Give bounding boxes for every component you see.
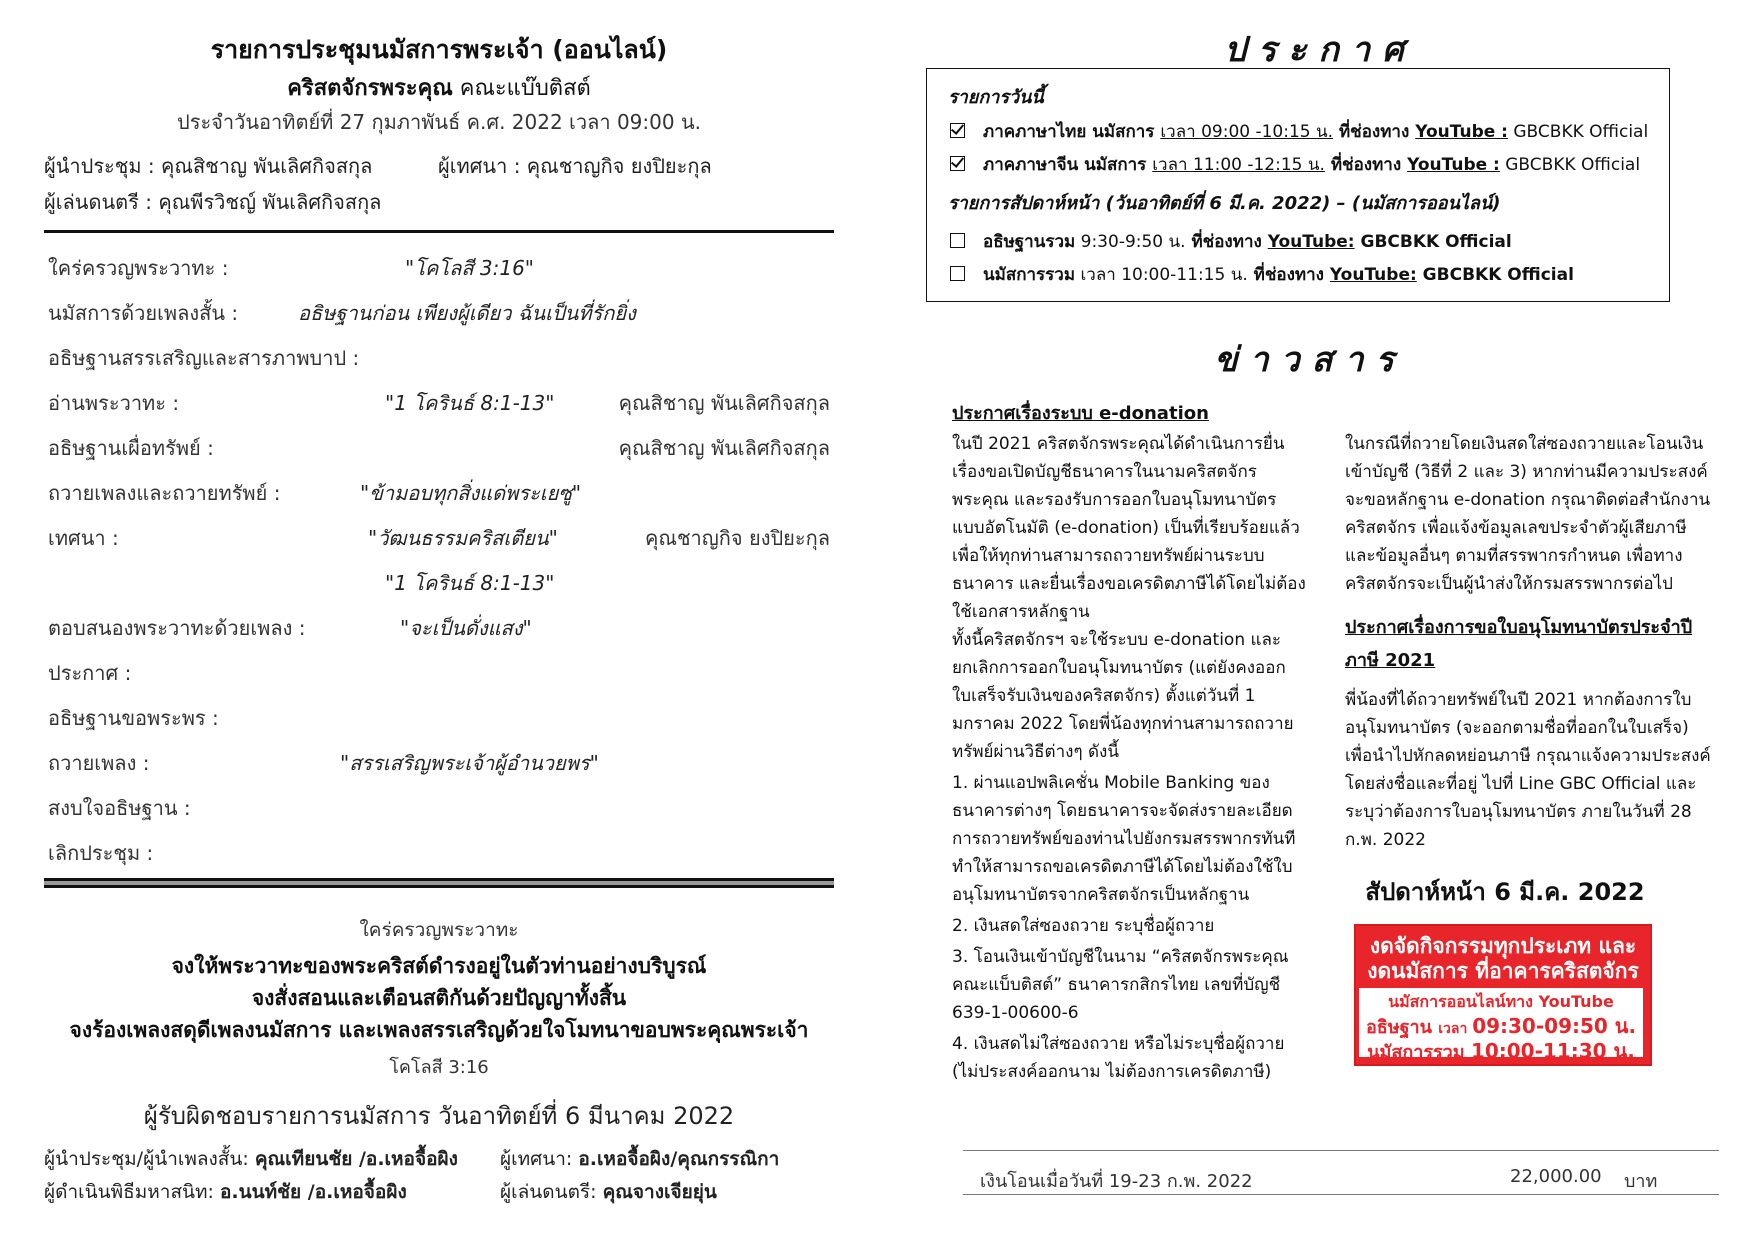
- item-channel: ที่ช่องทาง: [1185, 232, 1268, 252]
- today-label: รายการวันนี้: [948, 87, 1044, 108]
- next-week-heading: สัปดาห์หน้า 6 มี.ค. 2022: [1365, 878, 1645, 906]
- item-channel-name: GBCBKK Official: [1354, 232, 1512, 252]
- order-person: คุณสิชาญ พันเลิศกิจสกุล: [618, 391, 830, 415]
- banner-time-word: เวลา: [1438, 1021, 1473, 1037]
- banner-top-text: [1356, 926, 1650, 984]
- next-item-worship: [950, 261, 1574, 288]
- text-line: คริสตจักร เพื่อแจ้งข้อมูลเลขประจำตัวผู้เสียภาษี: [1345, 518, 1687, 538]
- text-line: 4. เงินสดไม่ใส่ซองถวาย หรือไม่ระบุชื่อผู้ถวาย: [952, 1034, 1285, 1054]
- next-item-prayer: [950, 228, 1512, 255]
- banner-worship-label: นมัสการรวม: [1367, 1042, 1471, 1063]
- transfer-label: เงินโอนเมื่อวันที่ 19-23 ก.พ. 2022: [980, 1171, 1253, 1192]
- item-time: เวลา 11:00 -12:15 น.: [1152, 155, 1325, 175]
- text-line: ทำให้สามารถขอเครดิตภาษีได้โดยไม่ต้องใช้ใบ: [952, 857, 1293, 877]
- banner-worship-line: [1359, 1040, 1643, 1064]
- text-line: เพื่อนำไปหักลดหย่อนภาษี กรุณาแจ้งความประสงค์: [1345, 746, 1711, 766]
- edonation-text-column: [952, 430, 1332, 1086]
- text-line: ใช้เอกสารหลักฐาน: [952, 602, 1090, 622]
- checkbox-unchecked-icon: [950, 266, 965, 281]
- duty-value: คุณเทียนชัย /อ.เหอจื้อผิง: [254, 1148, 458, 1170]
- receipt-heading-2: ภาษี 2021: [1345, 650, 1436, 671]
- order-person: คุณสิชาญ พันเลิศกิจสกุล: [618, 436, 830, 460]
- text-line: คณะแบ็บติสต์” ธนาคารกสิกรไทย เลขที่บัญชี: [952, 975, 1281, 995]
- duty-value: อ.นนท์ชัย /อ.เหอจื้อผิง: [220, 1181, 407, 1203]
- today-item-thai: [950, 118, 1648, 145]
- text-line: โดยส่งชื่อและที่อยู่ ไปที่ Line GBC Official และ: [1345, 774, 1697, 794]
- news-heading: ข่าวสาร: [1214, 340, 1406, 380]
- order-label: นมัสการด้วยเพลงสั้น :: [48, 301, 239, 325]
- verse-line-2: จงสั่งสอนและเตือนสติกันด้วยปัญญาทั้งสิ้น: [251, 986, 627, 1010]
- transfer-top-rule: [963, 1150, 1719, 1151]
- order-item: "โคโลสี 3:16": [405, 256, 534, 280]
- duty-value: อ.เหอจื้อผิง/คุณกรรณิกา: [578, 1148, 780, 1170]
- musician-line: ผู้เล่นดนตรี : คุณพีรวิชญ์ พันเลิศกิจสกุล: [44, 190, 382, 214]
- item-time: เวลา 10:00-11:15 น.: [1075, 265, 1248, 285]
- order-item: อธิษฐานก่อน เพียงผู้เดียว ฉันเป็นที่รักยิ่ง: [298, 301, 636, 325]
- text-line: มกราคม 2022 โดยพี่น้องทุกท่านสามารถถวาย: [952, 714, 1294, 734]
- verse-line-3: จงร้องเพลงสดุดีเพลงนมัสการ และเพลงสรรเสริญด้วยใจโมทนาขอบพระคุณพระเจ้า: [69, 1018, 809, 1042]
- leader-line: ผู้นำประชุม : คุณสิชาญ พันเลิศกิจสกุล: [44, 154, 373, 178]
- church-name-bold: คริสตจักรพระคุณ: [287, 76, 453, 101]
- duty-label: ผู้เทศนา:: [500, 1148, 579, 1170]
- receipt-heading-1: ประกาศเรื่องการขอใบอนุโมทนาบัตรประจำปี: [1345, 617, 1693, 638]
- youtube-link[interactable]: YouTube :: [1407, 155, 1500, 175]
- text-line: ก.พ. 2022: [1345, 830, 1426, 850]
- item-bold: นมัสการรวม: [983, 265, 1076, 285]
- order-label: ตอบสนองพระวาทะด้วยเพลง :: [48, 616, 306, 640]
- text-line: ระบุว่าต้องการใบอนุโมทนาบัตร ภายในวันที่ 28: [1345, 802, 1692, 822]
- order-label: ใคร่ครวญพระวาทะ :: [48, 256, 229, 280]
- order-label: ถวายเพลง :: [48, 751, 150, 775]
- item-channel-name: GBCBKK Official: [1499, 155, 1641, 175]
- reflection-heading: ใคร่ครวญพระวาทะ: [359, 919, 519, 941]
- order-label: ถวายเพลงและถวายทรัพย์ :: [48, 481, 281, 505]
- duty-musician: [500, 1177, 717, 1207]
- text-line: เพื่อให้ทุกท่านสามารถถวายทรัพย์ผ่านระบบ: [952, 546, 1265, 566]
- preacher-line: ผู้เทศนา : คุณชาญกิจ ยงปิยะกุล: [438, 154, 712, 178]
- verse-line-1: จงให้พระวาทะของพระคริสต์ดำรงอยู่ในตัวท่านอย่างบริบูรณ์: [171, 954, 707, 978]
- item-bold: อธิษฐานรวม: [983, 232, 1076, 252]
- text-line: จะขอหลักฐาน e-donation กรุณาติดต่อสำนักงาน: [1345, 490, 1711, 510]
- text-line: เรื่องขอเปิดบัญชีธนาคารในนามคริสตจักร: [952, 462, 1257, 482]
- text-line: 2. เงินสดใส่ซองถวาย ระบุชื่อผู้ถวาย: [952, 916, 1215, 936]
- church-name: [44, 70, 834, 105]
- order-person: คุณชาญกิจ ยงปิยะกุล: [645, 526, 830, 550]
- order-label: อธิษฐานขอพระพร :: [48, 706, 219, 730]
- transfer-unit: บาท: [1624, 1171, 1658, 1192]
- text-line: 1. ผ่านแอปพลิเคชั่น Mobile Banking ของ: [952, 773, 1270, 793]
- checkbox-checked-icon: [950, 156, 965, 171]
- item-bold: ภาคภาษาจีน นมัสการ: [983, 155, 1153, 175]
- text-line: อนุโมทนาบัตรจากคริสตจักรเป็นหลักฐาน: [952, 885, 1250, 905]
- text-line: 639-1-00600-6: [952, 1003, 1079, 1023]
- church-name-rest: คณะแบ๊บติสต์: [452, 76, 591, 101]
- duty-label: ผู้ดำเนินพิธีมหาสนิท:: [44, 1181, 221, 1203]
- order-label: เลิกประชุม :: [48, 841, 154, 865]
- order-label: ประกาศ :: [48, 661, 132, 685]
- duty-communion: [44, 1177, 407, 1207]
- divider-middle: [44, 878, 834, 888]
- duty-label: ผู้นำประชุม/ผู้นำเพลงสั้น:: [44, 1148, 255, 1170]
- text-line: คริสตจักรจะเป็นผู้นำส่งให้กรมสรรพากรต่อไป: [1345, 574, 1673, 594]
- announcements-heading: ประกาศ: [1224, 30, 1416, 70]
- youtube-link[interactable]: YouTube:: [1329, 265, 1417, 285]
- banner-prayer-time: 09:30-09:50 น.: [1472, 1014, 1637, 1038]
- text-line: แบบอัตโนมัติ (e-donation) เป็นที่เรียบร้อยแล้ว: [952, 518, 1300, 538]
- item-channel-name: GBCBKK Official: [1507, 122, 1649, 142]
- order-item: "วัฒนธรรมคริสเตียน": [368, 526, 558, 550]
- order-label: อธิษฐานสรรเสริญและสารภาพบาป :: [48, 346, 360, 370]
- text-line: ยกเลิกการออกใบอนุโมทนาบัตร (แต่ยังคงออก: [952, 658, 1286, 678]
- online-notice-banner: [1354, 924, 1652, 1066]
- duty-label: ผู้เล่นดนตรี:: [500, 1181, 603, 1203]
- banner-line: งดนมัสการ ที่อาคารคริสตจักร: [1367, 959, 1639, 983]
- order-item: "1 โครินธ์ 8:1-13": [385, 571, 555, 595]
- text-line: ในกรณีที่ถวายโดยเงินสดใส่ซองถวายและโอนเงิน: [1345, 434, 1704, 454]
- banner-worship-time: 10:00-11:30 น.: [1470, 1039, 1635, 1063]
- item-channel: ที่ช่องทาง: [1324, 155, 1408, 175]
- today-item-chinese: [950, 151, 1640, 178]
- receipt-text-column: [1345, 686, 1745, 854]
- order-label: สงบใจอธิษฐาน :: [48, 796, 191, 820]
- item-time: 9:30-9:50 น.: [1075, 232, 1186, 252]
- text-line: ในปี 2021 คริสตจักรพระคุณได้ดำเนินการยื่น: [952, 434, 1285, 454]
- transfer-bottom-rule: [963, 1194, 1719, 1195]
- youtube-link[interactable]: YouTube:: [1267, 232, 1355, 252]
- verse-reference: โคโลสี 3:16: [389, 1057, 489, 1078]
- order-label: อ่านพระวาทะ :: [48, 391, 180, 415]
- duty-value: คุณจางเจียยุ่น: [602, 1181, 717, 1203]
- next-duties-heading: ผู้รับผิดชอบรายการนมัสการ วันอาทิตย์ที่ 6 มีนาคม 2022: [143, 1102, 735, 1130]
- banner-prayer-label: อธิษฐาน: [1365, 1017, 1439, 1038]
- text-line: (ไม่ประสงค์ออกนาม ไม่ต้องการเครดิตภาษี): [952, 1062, 1272, 1082]
- text-line: ธนาคาร และยื่นเรื่องขอเครดิตภาษีได้โดยไม่ต้อง: [952, 574, 1306, 594]
- youtube-link[interactable]: YouTube :: [1415, 122, 1508, 142]
- text-line: การถวายทรัพย์ของท่านไปยังกรมสรรพากรทันที: [952, 829, 1296, 849]
- order-item: "ข้ามอบทุกสิ่งแด่พระเยซู": [360, 481, 582, 505]
- order-item: "1 โครินธ์ 8:1-13": [385, 391, 555, 415]
- order-label: เทศนา :: [48, 526, 119, 550]
- banner-prayer-line: [1359, 1015, 1643, 1040]
- next-week-label: รายการสัปดาห์หน้า (วันอาทิตย์ที่ 6 มี.ค. 2022) – (นมัสการออนไลน์): [948, 193, 1501, 214]
- text-line: พี่น้องที่ได้ถวายทรัพย์ในปี 2021 หากต้องการใบ: [1345, 690, 1692, 710]
- item-channel: ที่ช่องทาง: [1333, 122, 1416, 142]
- program-title: รายการประชุมนมัสการพระเจ้า (ออนไลน์): [210, 35, 668, 64]
- text-line: ทรัพย์ผ่านวิธีต่างๆ ดังนี้: [952, 742, 1119, 762]
- text-line: 3. โอนเงินเข้าบัญชีในนาม “คริสตจักรพระคุณ: [952, 947, 1289, 967]
- text-line: ใบเสร็จรับเงินของคริสตจักร) ตั้งแต่วันที่ 1: [952, 686, 1256, 706]
- edonation-text-column-2: [1345, 430, 1745, 598]
- item-channel-name: GBCBKK Official: [1416, 265, 1574, 285]
- service-date: ประจำวันอาทิตย์ที่ 27 กุมภาพันธ์ ค.ศ. 2022 เวลา 09:00 น.: [177, 110, 701, 134]
- item-channel: ที่ช่องทาง: [1247, 265, 1330, 285]
- text-line: พระคุณ และรองรับการออกใบอนุโมทนาบัตร: [952, 490, 1277, 510]
- banner-online-line: นมัสการออนไลน์ทาง YouTube: [1388, 992, 1614, 1011]
- banner-line: งดจัดกิจกรรมทุกประเภท และ: [1369, 934, 1637, 958]
- divider-top: [44, 230, 834, 233]
- text-line: และข้อมูลอื่นๆ ตามที่สรรพากรกำหนด เพื่อทาง: [1345, 546, 1683, 566]
- duty-preacher: [500, 1144, 779, 1174]
- order-label: อธิษฐานเผื่อทรัพย์ :: [48, 436, 214, 460]
- order-item: "สรรเสริญพระเจ้าผู้อำนวยพร": [340, 751, 599, 775]
- transfer-amount: 22,000.00: [1510, 1166, 1602, 1187]
- text-line: เข้าบัญชี (วิธีที่ 2 และ 3) หากท่านมีความประสงค์: [1345, 462, 1708, 482]
- edonation-heading: ประกาศเรื่องระบบ e-donation: [952, 403, 1209, 424]
- text-line: ธนาคารต่างๆ โดยธนาคารจะจัดส่งรายละเอียด: [952, 801, 1293, 821]
- item-time: เวลา 09:00 -10:15 น.: [1160, 122, 1334, 142]
- text-line: อนุโมทนาบัตร (จะออกตามชื่อที่ออกในใบเสร็จ): [1345, 718, 1689, 738]
- checkbox-checked-icon: [950, 123, 965, 138]
- text-line: ทั้งนี้คริสตจักรฯ จะใช้ระบบ e-donation และ: [952, 630, 1282, 650]
- item-bold: ภาคภาษาไทย นมัสการ: [983, 122, 1161, 142]
- duty-leader: [44, 1144, 458, 1174]
- banner-inner: [1359, 988, 1643, 1063]
- order-item: "จะเป็นดั่งแสง": [400, 616, 532, 640]
- checkbox-unchecked-icon: [950, 233, 965, 248]
